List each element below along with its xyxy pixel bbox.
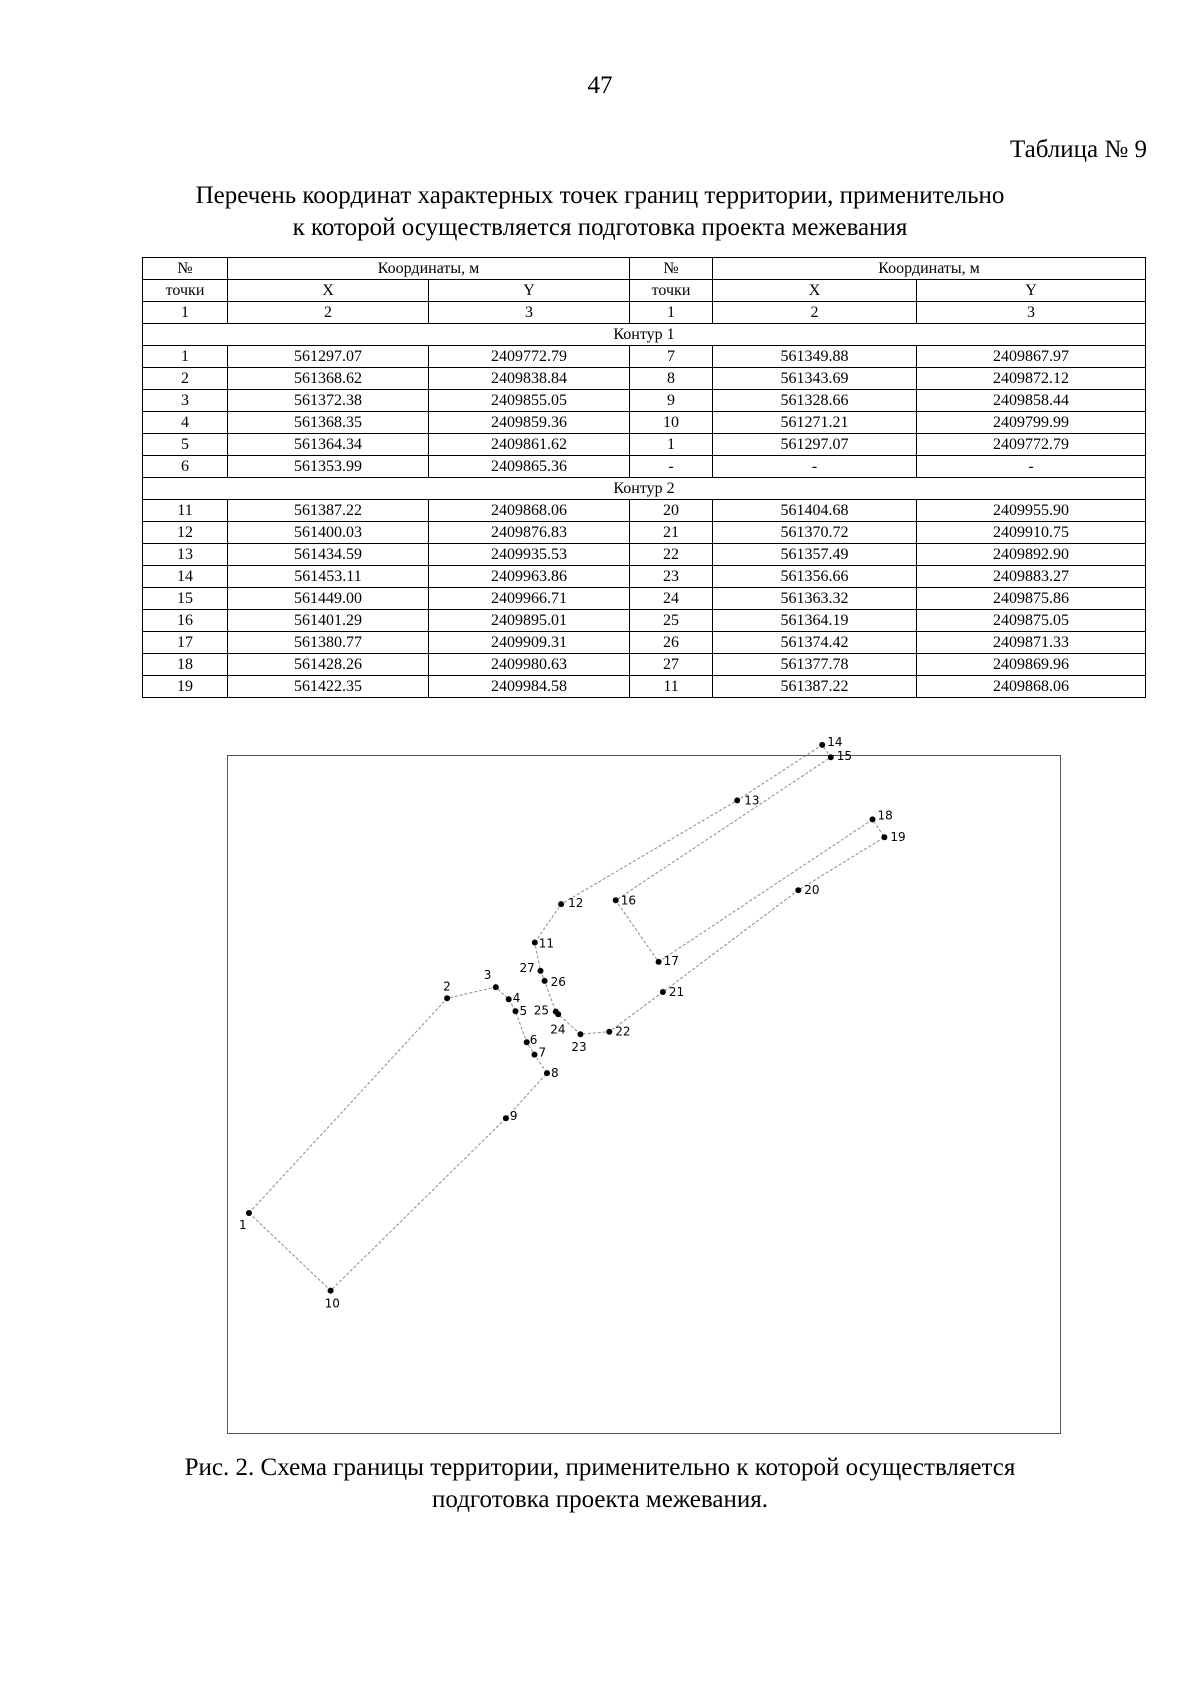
table-cell: 2409895.01	[429, 610, 630, 632]
boundary-point-16	[613, 897, 619, 903]
point-label-3: 3	[483, 968, 492, 983]
boundary-point-9	[503, 1115, 509, 1121]
point-label-14: 14	[827, 734, 843, 749]
table-cell: 13	[143, 544, 228, 566]
table-row	[143, 368, 1146, 390]
column-index: 2	[713, 302, 917, 324]
header-x: X	[228, 280, 429, 302]
point-label-23: 23	[571, 1040, 587, 1055]
table-cell: 561428.26	[228, 654, 429, 676]
table-cell: 4	[143, 412, 228, 434]
boundary-point-4	[506, 996, 512, 1002]
caption-line-2: подготовка проекта межевания.	[432, 1486, 768, 1513]
table-row	[143, 588, 1146, 610]
table-row	[143, 610, 1146, 632]
boundary-point-27	[538, 968, 544, 974]
point-label-6: 6	[529, 1033, 538, 1048]
header-num: №	[143, 258, 228, 280]
column-index: 1	[630, 302, 713, 324]
table-cell: -	[713, 456, 917, 478]
point-label-1: 1	[239, 1218, 247, 1232]
header-num: №	[630, 258, 713, 280]
point-label-7: 7	[538, 1045, 547, 1060]
boundary-point-5	[513, 1008, 519, 1014]
header-coords: Координаты, м	[228, 258, 630, 280]
point-label-21: 21	[668, 985, 685, 999]
header-y: Y	[429, 280, 630, 302]
point-label-5: 5	[519, 1004, 528, 1019]
table-row	[143, 522, 1146, 544]
boundary-point-18	[870, 816, 876, 822]
boundary-point-3	[493, 984, 499, 990]
table-cell: 2409966.71	[429, 588, 630, 610]
contour-2-label: Контур 2	[143, 478, 1146, 500]
table-cell: 2409868.06	[917, 676, 1146, 698]
table-cell: 3	[143, 390, 228, 412]
table-cell: 7	[630, 346, 713, 368]
coordinates-table	[142, 257, 1146, 698]
table-cell: 14	[143, 566, 228, 588]
point-label-8: 8	[551, 1066, 559, 1081]
table-cell: 2409909.31	[429, 632, 630, 654]
table-cell: 561271.21	[713, 412, 917, 434]
contour-2-boundary-line	[535, 745, 885, 1037]
header-x: X	[713, 280, 917, 302]
point-label-16: 16	[620, 893, 636, 908]
table-cell: 2409963.86	[429, 566, 630, 588]
table-cell: 561297.07	[228, 346, 429, 368]
caption-line-1: Рис. 2. Схема границы территории, применительно к которой осуществляется	[184, 1454, 1016, 1481]
point-label-15: 15	[836, 749, 853, 764]
table-row	[143, 632, 1146, 654]
point-label-10: 10	[324, 1296, 340, 1311]
point-label-26: 26	[550, 974, 566, 989]
table-cell: 561343.69	[713, 368, 917, 390]
table-cell: 561328.66	[713, 390, 917, 412]
table-cell: 561368.35	[228, 412, 429, 434]
table-cell: 10	[630, 412, 713, 434]
boundary-point-1	[246, 1210, 252, 1216]
table-cell: 561372.38	[228, 390, 429, 412]
boundary-point-13	[734, 797, 740, 803]
table-cell: 561370.72	[713, 522, 917, 544]
table-cell: 561377.78	[713, 654, 917, 676]
table-cell: 2409867.97	[917, 346, 1146, 368]
header-point: точки	[143, 280, 228, 302]
table-cell: 561357.49	[713, 544, 917, 566]
table-cell: 2409872.12	[917, 368, 1146, 390]
boundary-point-26	[542, 978, 548, 984]
table-row	[143, 676, 1146, 698]
title-line-1: Перечень координат характерных точек границ территории, применительно	[195, 182, 1005, 209]
table-cell: 561363.32	[713, 588, 917, 610]
table-row	[143, 390, 1146, 412]
table-cell: 561387.22	[228, 500, 429, 522]
table-cell: 26	[630, 632, 713, 654]
point-label-25: 25	[533, 1003, 550, 1018]
table-cell: 2409855.05	[429, 390, 630, 412]
header-row-2	[143, 280, 1146, 302]
table-cell: 561368.62	[228, 368, 429, 390]
table-cell: 561353.99	[228, 456, 429, 478]
point-label-22: 22	[615, 1024, 631, 1039]
table-cell: 12	[143, 522, 228, 544]
column-index-row	[143, 302, 1146, 324]
point-label-27: 27	[519, 960, 535, 975]
table-cell: 20	[630, 500, 713, 522]
table-cell: 25	[630, 610, 713, 632]
point-label-9: 9	[509, 1109, 518, 1124]
table-row	[143, 434, 1146, 456]
table-cell: 2409910.75	[917, 522, 1146, 544]
table-row	[143, 412, 1146, 434]
table-cell: 2409799.99	[917, 412, 1146, 434]
boundary-point-25	[553, 1009, 559, 1015]
boundary-point-22	[606, 1029, 612, 1035]
table-cell: 2409984.58	[429, 676, 630, 698]
page-number: 47	[587, 72, 613, 99]
table-cell: -	[917, 456, 1146, 478]
boundary-scheme-drawing	[228, 734, 1060, 1433]
table-cell: 8	[630, 368, 713, 390]
contour-2-header-row	[143, 478, 1146, 500]
table-cell: 561422.35	[228, 676, 429, 698]
boundary-point-17	[656, 959, 662, 965]
table-cell: 561401.29	[228, 610, 429, 632]
table-cell: 2409883.27	[917, 566, 1146, 588]
table-cell: 21	[630, 522, 713, 544]
table-cell: 1	[143, 346, 228, 368]
boundary-point-7	[532, 1052, 538, 1058]
table-cell: 2409875.05	[917, 610, 1146, 632]
point-label-4: 4	[512, 991, 521, 1006]
table-cell: 2409838.84	[429, 368, 630, 390]
boundary-scheme-figure	[227, 734, 1061, 1434]
table-cell: 9	[630, 390, 713, 412]
table-cell: 561453.11	[228, 566, 429, 588]
table-cell: 1	[630, 434, 713, 456]
table-row	[143, 500, 1146, 522]
table-cell: 2409859.36	[429, 412, 630, 434]
title-line-2: к которой осуществляется подготовка проекта межевания	[292, 214, 908, 241]
table-cell: 15	[143, 588, 228, 610]
table-cell: 2409892.90	[917, 544, 1146, 566]
boundary-point-23	[577, 1031, 583, 1037]
contour-1-header-row	[143, 324, 1146, 346]
boundary-point-8	[544, 1070, 550, 1076]
table-label: Таблица № 9	[1009, 136, 1147, 163]
contour-1-label: Контур 1	[143, 324, 1146, 346]
table-cell: 27	[630, 654, 713, 676]
table-cell: 2409980.63	[429, 654, 630, 676]
table-cell: 19	[143, 676, 228, 698]
point-label-13: 13	[744, 793, 760, 808]
table-row	[143, 544, 1146, 566]
table-row	[143, 346, 1146, 368]
contour-1-boundary-line	[249, 987, 550, 1291]
boundary-point-2	[444, 995, 450, 1001]
table-cell: 6	[143, 456, 228, 478]
table-cell: 561364.34	[228, 434, 429, 456]
boundary-point-19	[881, 834, 887, 840]
point-label-19: 19	[890, 830, 906, 845]
boundary-point-12	[558, 901, 564, 907]
column-index: 1	[143, 302, 228, 324]
column-index: 3	[917, 302, 1146, 324]
table-cell: 2409871.33	[917, 632, 1146, 654]
point-label-11: 11	[538, 936, 555, 951]
table-cell: 22	[630, 544, 713, 566]
table-cell: 561374.42	[713, 632, 917, 654]
table-row	[143, 566, 1146, 588]
table-cell: 561349.88	[713, 346, 917, 368]
table-cell: 2409875.86	[917, 588, 1146, 610]
header-coords: Координаты, м	[713, 258, 1146, 280]
table-cell: 16	[143, 610, 228, 632]
boundary-point-10	[328, 1288, 334, 1294]
table-cell: 561400.03	[228, 522, 429, 544]
table-cell: 2409869.96	[917, 654, 1146, 676]
table-row	[143, 654, 1146, 676]
point-label-24: 24	[550, 1022, 566, 1037]
table-cell: 2409876.83	[429, 522, 630, 544]
table-cell: 561380.77	[228, 632, 429, 654]
point-label-20: 20	[804, 883, 820, 898]
table-cell: 2409772.79	[917, 434, 1146, 456]
table-cell: 24	[630, 588, 713, 610]
table-cell: 17	[143, 632, 228, 654]
table-cell: 2409935.53	[429, 544, 630, 566]
table-cell: 11	[143, 500, 228, 522]
figure-caption	[150, 1452, 1050, 1516]
boundary-point-14	[819, 742, 825, 748]
document-title	[130, 180, 1070, 244]
table-cell: -	[630, 456, 713, 478]
point-label-18: 18	[877, 808, 893, 823]
table-cell: 2409858.44	[917, 390, 1146, 412]
boundary-point-20	[795, 887, 801, 893]
table-cell: 18	[143, 654, 228, 676]
column-index: 3	[429, 302, 630, 324]
boundary-point-21	[660, 989, 666, 995]
table-cell: 2409772.79	[429, 346, 630, 368]
table-cell: 5	[143, 434, 228, 456]
point-label-17: 17	[663, 953, 679, 968]
table-cell: 2	[143, 368, 228, 390]
table-cell: 23	[630, 566, 713, 588]
table-cell: 561387.22	[713, 676, 917, 698]
column-index: 2	[228, 302, 429, 324]
header-row-1	[143, 258, 1146, 280]
table-cell: 561297.07	[713, 434, 917, 456]
table-cell: 561449.00	[228, 588, 429, 610]
table-cell: 11	[630, 676, 713, 698]
table-cell: 561364.19	[713, 610, 917, 632]
table-cell: 2409955.90	[917, 500, 1146, 522]
boundary-point-11	[532, 940, 538, 946]
table-cell: 2409868.06	[429, 500, 630, 522]
table-row	[143, 456, 1146, 478]
boundary-point-15	[828, 754, 834, 760]
header-point: точки	[630, 280, 713, 302]
header-y: Y	[917, 280, 1146, 302]
point-label-2: 2	[443, 979, 451, 994]
point-label-12: 12	[568, 896, 584, 911]
table-cell: 561434.59	[228, 544, 429, 566]
table-cell: 2409861.62	[429, 434, 630, 456]
table-cell: 2409865.36	[429, 456, 630, 478]
table-cell: 561404.68	[713, 500, 917, 522]
table-cell: 561356.66	[713, 566, 917, 588]
